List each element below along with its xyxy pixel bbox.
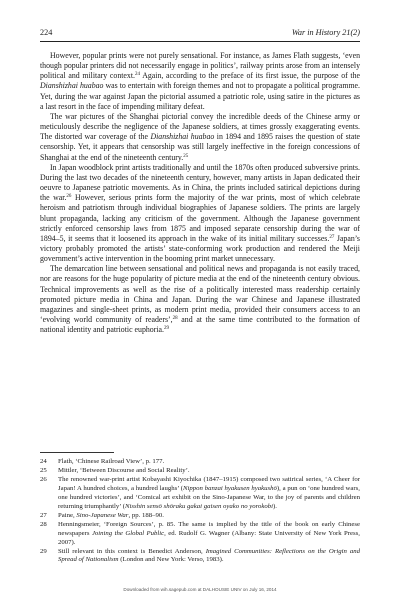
paragraph: The war pictures of the Shanghai pictorial convey the incredible deeds of the Chinese army or meticulously describe the negligence of the Japanese soldiers, at times grossly exaggerating events. The distorted war coverage of the Dianshizhai huabao in 1894 and 1895 raises the question of state censorship. Yet, it appears that censorship was still largely ineffective in the foreign concessions of Shanghai at the end of the nineteenth century.$^{25}$	[40, 111, 360, 162]
footnote: 28 Henningsmeier, ‘Foreign Sources’, p. 85. The same is implied by the title of the book on early Chinese newspapers Joining the Global Public, ed. Rudolf G. Wagner (Albany: State University of New York Press, 2007).	[40, 520, 360, 546]
journal-title: War in History 21(2)	[291, 28, 360, 37]
footnote-ref[interactable]: 25	[183, 153, 189, 159]
footnote: 27 Paine, Sino-Japanese War, pp. 188–90.	[40, 511, 164, 519]
footnote-ref[interactable]: 28	[172, 316, 178, 322]
footnote-number: 25	[40, 466, 47, 474]
running-header	[40, 27, 360, 39]
footnote: 29 Still relevant in this context is Benedict Anderson, Imagined Communities: Reflections on the Origin and Spread of Nationalism (London and New York: Verso, 1983).	[40, 547, 360, 564]
footnote: 26 The renowned war-print artist Kobayashi Kiyochika (1847–1915) composed two satirical series, ‘A Cheer for Japan! A hundred choices, a hundred laughs’ (Nippon banzai hyakusen hyakushō), a pun on ‘one hundred wars, one hundred victories’, and ‘Comical art exhibit on the Sino-Japanese War, to the joy of parents and children returning triumphantly’ (Nisshin sensō shōraku gakai gaisen oyako no yorokobi).	[40, 475, 360, 510]
paragraph: In Japan woodblock print artists traditionally and until the 1870s often produced subversive prints. During the last two decades of the nineteenth century, however, many artists in Japan dedicated their oeuvre to Japanese patriotic movements. As in China, the prints included satirical depictions during the war.$^{26}$ However, serious prints form the majority of the war prints, most of which celebrate heroism and patriotism through individual biographies of Japanese soldiers. The prints are largely blunt propaganda, lacking any criticism of the government. Although the Japanese government strictly enforced censorship laws from 1875 and imposed separate censorship during the war of 1894–5, it seems that it loosened its approach in the wake of its initial military successes.$^{27}$ Japan’s victory probably promoted the artists’ state-conforming work production and rendered the Meiji government’s active intervention in the booming print market unnecessary.	[40, 162, 360, 264]
body-text	[40, 51, 360, 335]
footnote-ref[interactable]: 26	[66, 194, 72, 200]
page-number: 224	[40, 28, 53, 37]
header-rule	[40, 41, 360, 42]
footnote: 24 Flath, ‘Chinese Railroad View’, p. 177.	[40, 458, 165, 465]
download-notice: Downloaded from wih.sagepub.com at DALHOUSIE UNIV on July 16, 2014	[123, 587, 277, 592]
footnote-ref[interactable]: 24	[134, 72, 140, 78]
footnote-number: 26	[40, 475, 47, 483]
footnote-number: 28	[40, 520, 47, 528]
paragraph: The demarcation line between sensational and political news and propaganda is not easily traced, nor are reasons for the huge popularity of picture media at the end of the nineteenth century obvious. Technical improvements as well as the rise of a politically interested mass readership certainly promoted picture media in China and Japan. During the war Chinese and Japanese illustrated magazines and single-sheet prints, as modern print media, provided their consumers access to an ‘evolving world community of readers’,$^{28}$ and at the same time contributed to the formation of national identity and patriotic euphoria.$^{29}$	[40, 264, 361, 335]
footnote-number: 24	[40, 458, 47, 465]
footnotes	[40, 458, 360, 565]
footnote: 25 Mittler, ‘Between Discourse and Social Reality’.	[40, 466, 190, 474]
footnote-rule	[40, 452, 114, 453]
paragraph: However, popular prints were not purely sensational. For instance, as James Flath suggests, ‘even though popular printers did not necessarily engage in politics’, railway prints arose from an intensely political and military context.$^{24}$ Again, according to the preface of its first issue, the purpose of the Dianshizhai huabao was to entertain with foreign themes and not to propagate a political programme. Yet, during the war against Japan the pictorial assumed a patriotic role, using satire in the pictures as a last resort in the face of impending military defeat.	[40, 51, 360, 111]
footnote-number: 29	[40, 547, 47, 555]
footnote-ref[interactable]: 29	[163, 326, 169, 332]
footnote-number: 27	[40, 511, 47, 519]
footnote-ref[interactable]: 27	[329, 234, 335, 240]
